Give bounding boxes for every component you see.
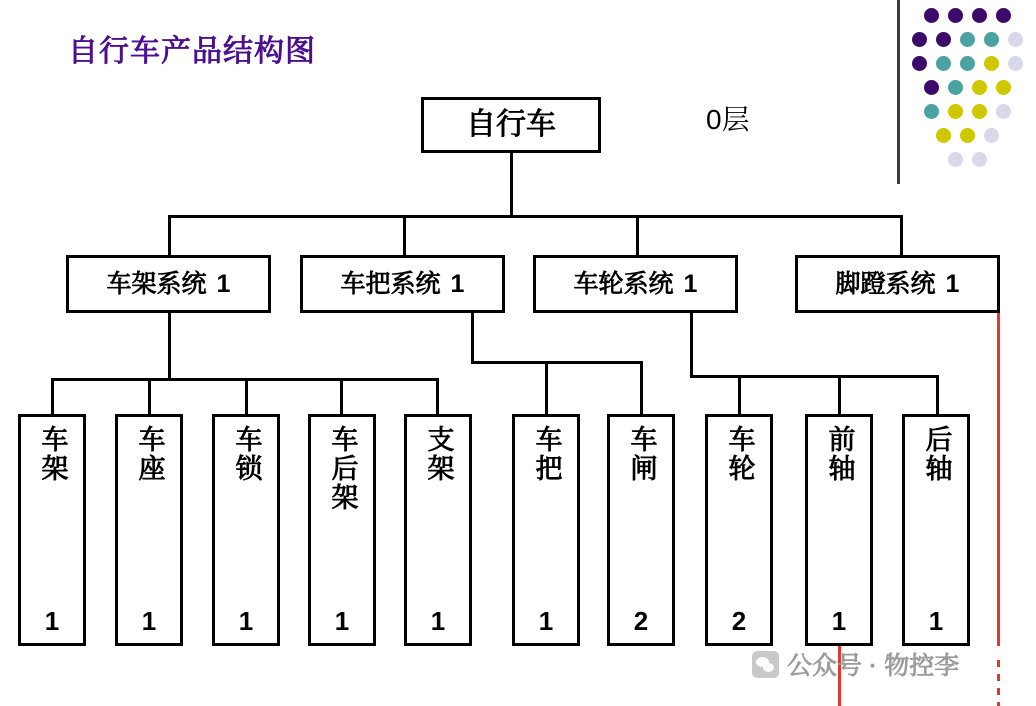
node-frame-part-qty: 1 (44, 605, 60, 636)
node-brake-qty: 2 (633, 605, 649, 636)
node-front-axle-label: 前轴 (824, 425, 855, 483)
node-wheel-part (705, 414, 773, 646)
node-rear-rack-label: 车后架 (327, 425, 358, 512)
node-lock (212, 414, 280, 646)
connector-drop-seat (148, 378, 151, 414)
node-rear-rack (308, 414, 376, 646)
connector-drop-support (436, 378, 439, 414)
connector-drop-rear-axle (936, 375, 939, 414)
connector-drop-wheel-part (738, 375, 741, 414)
node-seat-qty: 1 (141, 605, 157, 636)
connector-drop-front-axle (838, 375, 841, 414)
watermark-text: 公众号 · 物控李 (787, 652, 960, 680)
node-brake (607, 414, 675, 646)
node-pedal-system-label: 脚蹬系统 (835, 269, 936, 298)
node-front-axle (805, 414, 873, 646)
node-support (404, 414, 472, 646)
connector-drop-handlebar-part (545, 361, 548, 414)
node-frame-system (66, 255, 271, 313)
node-frame-part (18, 414, 86, 646)
highlight-line-pedal-system-dashed (997, 660, 1000, 706)
watermark (752, 646, 959, 682)
node-seat (115, 414, 183, 646)
connector-root-stem (510, 153, 513, 215)
highlight-line-pedal-system (997, 313, 1000, 646)
connector-level1-bus (168, 215, 903, 218)
node-support-qty: 1 (430, 605, 446, 636)
decorative-dot-matrix (900, 0, 1036, 190)
connector-drop-lock (245, 378, 248, 414)
node-handlebar-system-label: 车把系统 (340, 269, 441, 298)
connector-drop-handlebar (403, 215, 406, 255)
node-rear-axle (902, 414, 970, 646)
node-handlebar-part-qty: 1 (538, 605, 554, 636)
node-handlebar-part (512, 414, 580, 646)
node-lock-label: 车锁 (231, 425, 262, 483)
node-frame-system-label: 车架系统 (106, 269, 207, 298)
node-handlebar-part-label: 车把 (531, 425, 562, 483)
connector-wheel-bus (690, 375, 938, 378)
node-wheel-system-qty: 1 (683, 269, 698, 298)
node-rear-rack-qty: 1 (334, 605, 350, 636)
connector-drop-wheel (636, 215, 639, 255)
node-lock-qty: 1 (238, 605, 254, 636)
wechat-icon (752, 651, 779, 678)
node-handlebar-system (300, 255, 505, 313)
node-frame-part-label: 车架 (37, 425, 68, 483)
node-bicycle (421, 97, 601, 153)
node-bicycle-label: 自行车 (466, 108, 556, 142)
node-wheel-part-label: 车轮 (724, 425, 755, 483)
connector-drop-pedal (900, 215, 903, 255)
connector-handlebar-stem (471, 313, 474, 361)
node-front-axle-qty: 1 (831, 605, 847, 636)
node-frame-system-qty: 1 (216, 269, 231, 298)
node-handlebar-system-qty: 1 (450, 269, 465, 298)
node-rear-axle-qty: 1 (928, 605, 944, 636)
node-seat-label: 车座 (134, 425, 165, 483)
node-wheel-part-qty: 2 (731, 605, 747, 636)
connector-drop-frame-part (51, 378, 54, 414)
node-pedal-system-qty: 1 (945, 269, 960, 298)
node-wheel-system (533, 255, 738, 313)
connector-handlebar-bus (471, 361, 641, 364)
connector-drop-frame (168, 215, 171, 255)
connector-frame-bus (51, 378, 436, 381)
level-0-label: 0层 (706, 104, 750, 135)
connector-drop-brake (640, 361, 643, 414)
connector-frame-stem (168, 313, 171, 378)
node-rear-axle-label: 后轴 (921, 425, 952, 483)
node-brake-label: 车闸 (626, 425, 657, 483)
node-pedal-system (795, 255, 1000, 313)
page-title: 自行车产品结构图 (68, 35, 316, 68)
node-support-label: 支架 (423, 425, 454, 483)
connector-wheel-stem (690, 313, 693, 375)
connector-drop-rear-rack (340, 378, 343, 414)
node-wheel-system-label: 车轮系统 (573, 269, 674, 298)
